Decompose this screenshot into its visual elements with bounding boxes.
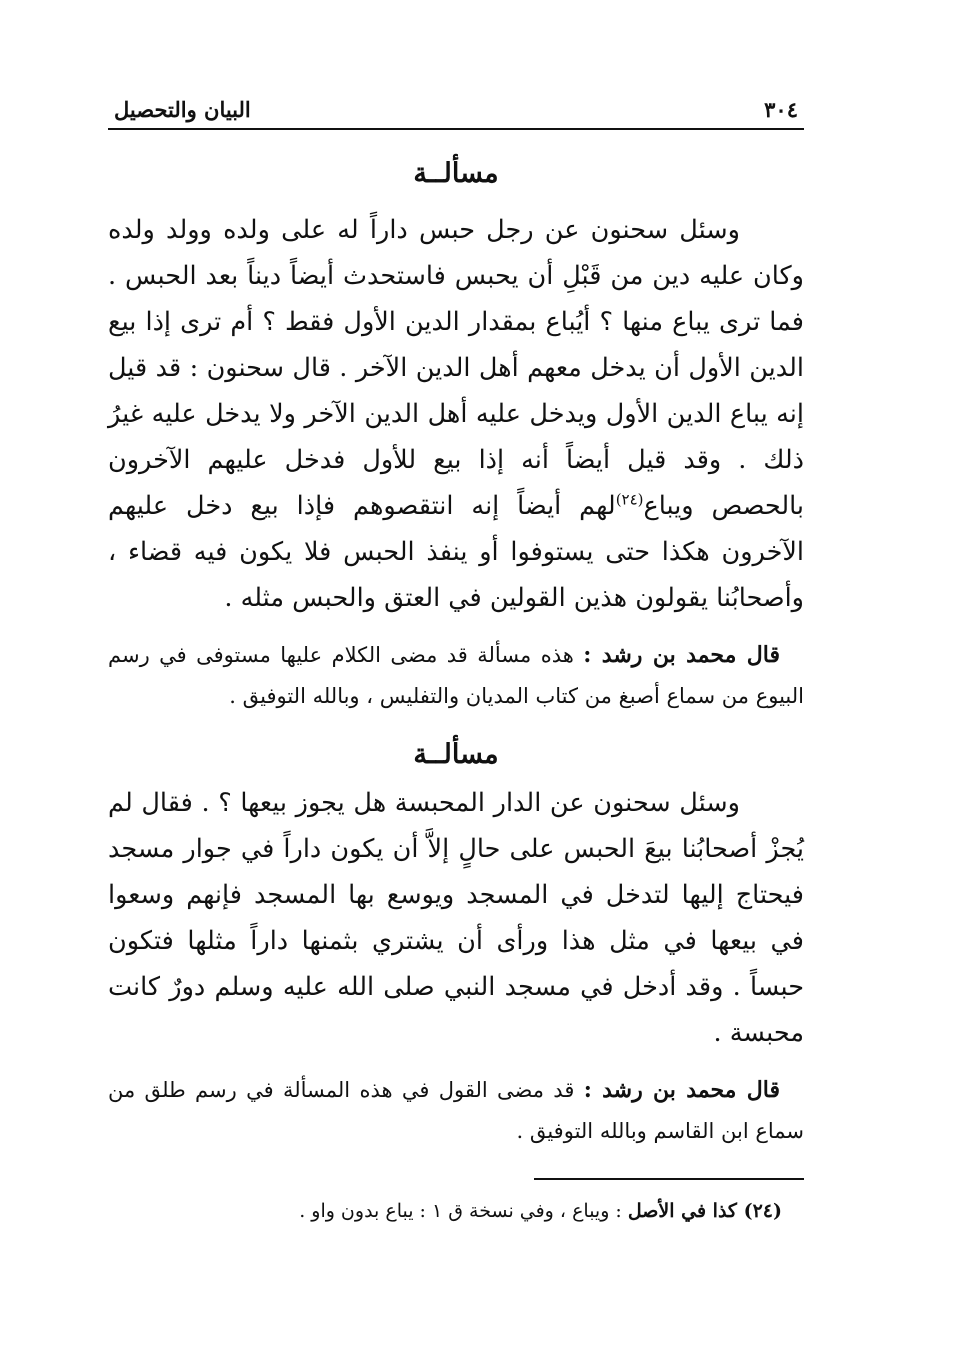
footnote-text: : ويباع ، وفي نسخة ق ١ : يباع بدون واو .	[299, 1200, 622, 1222]
book-page	[108, 88, 804, 1228]
section-title: مسألــة	[413, 158, 499, 189]
commentary-paragraph	[108, 635, 804, 717]
question-text: وسئل سحنون عن الدار المحبسة هل يجوز بيعها ؟ . فقال لم يُجزْ أصحابُنا بيعَ الحبس على حالٍ إلاَّ أن يكون داراً في جوار مسجد فيحتاج إليها لتدخل في المسجد ويوسع بها المسجد فإنهم وسعوا في بيعها في مثل هذا ورأى أن يشتري بثمنها داراً مثلها فتكون حبساً . وقد أدخل في مسجد النبي صلى الله عليه وسلم دورٌ كانت محبسة .	[108, 788, 804, 1048]
page-number: ٣٠٤	[764, 97, 798, 122]
section-title: مسألــة	[413, 739, 499, 770]
footnote-divider	[534, 1178, 804, 1180]
commentary-paragraph	[108, 1070, 804, 1152]
question-paragraph	[108, 780, 804, 1056]
footnote-ref: (٢٤)	[615, 490, 644, 509]
section-2	[108, 739, 804, 1152]
commentary-speaker: قال محمد بن رشد :	[583, 642, 780, 668]
question-paragraph	[108, 207, 804, 621]
running-head	[108, 88, 804, 130]
footnote	[108, 1194, 804, 1228]
commentary-text: قد مضى القول في هذه المسألة في رسم طلق من سماع ابن القاسم وبالله التوفيق .	[108, 1078, 804, 1143]
commentary-speaker: قال محمد بن رشد :	[583, 1077, 780, 1103]
section-1	[108, 158, 804, 717]
commentary-text: هذه مسألة قد مضى الكلام عليها مستوفى في رسم البيوع من سماع أصبغ من كتاب المديان والتفليس ، وبالله التوفيق .	[108, 643, 804, 708]
question-text: وسئل سحنون عن رجل حبس داراً له على ولده وولد ولده وكان عليه دين من قَبْلِ أن يحبس فاستحدث أيضاً ديناً بعد الحبس . فما ترى يباع منها ؟ أيُباع بمقدار الدين الأول فقط ؟ أم ترى إذا بيع الدين الأول أن يدخل معهم أهل الدين الآخر . قال سحنون : قد قيل إنه يباع الدين الأول ويدخل عليه أهل الدين الآخر ولا يدخل عليه غيرُ ذلك . وقد قيل أيضاً أنه إذا بيع للأول فدخل عليهم الآخرون بالحصص ويباع	[108, 215, 805, 521]
question-text-continued: لهم أيضاً إنه انتقصوهم فإذا بيع دخل عليهم الآخرون هكذا حتى يستوفوا أو ينفذ الحبس فلا يكون فيه قضاء ، وأصحابُنا يقولون هذين القولين في العتق والحبس مثله .	[108, 491, 804, 613]
book-title: البيان والتحصيل	[114, 97, 251, 122]
footnote-label: (٢٤) كذا في الأصل	[627, 1200, 782, 1222]
